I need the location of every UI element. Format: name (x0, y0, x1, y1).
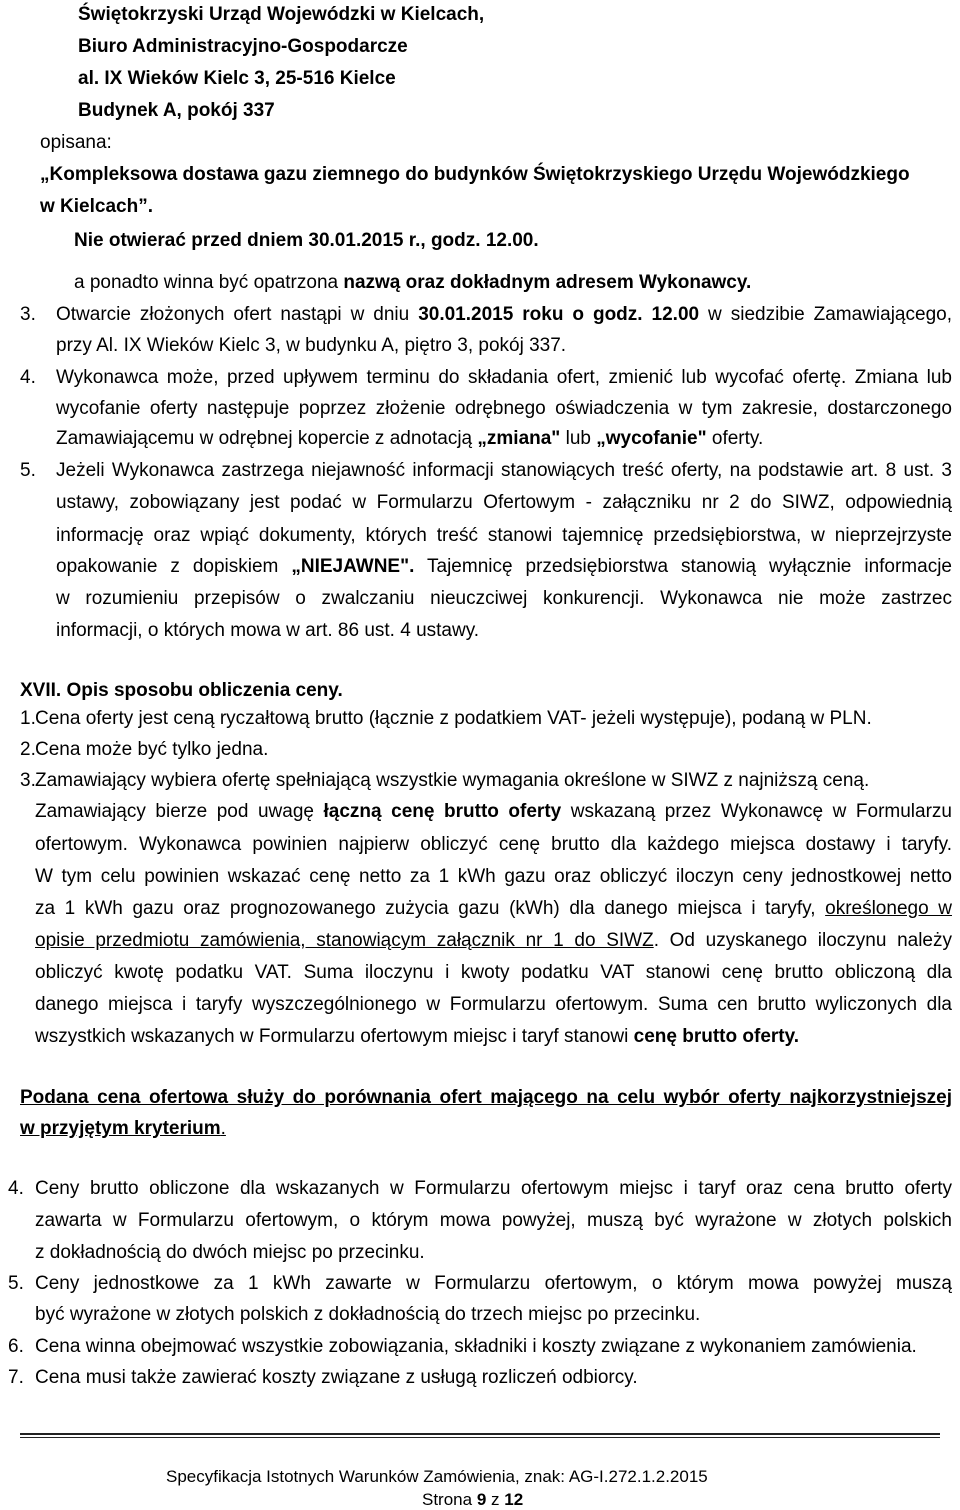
page-separator: z (486, 1490, 505, 1509)
s2-number: 2. (20, 739, 36, 760)
note-line-2 (20, 1118, 226, 1140)
s3-text-6b: . Od uzyskanego iloczynu należy (653, 930, 952, 951)
page-total: 12 (504, 1490, 524, 1509)
envelope-label-bold: nazwą oraz dokładnym adresem Wykonawcy. (343, 272, 752, 293)
s3-text-5a: za 1 kWh gazu oraz prognozowanego zużycia gazu (kWh) dla danego miejsca i taryfy, (35, 898, 826, 919)
subject-line-1: „Kompleksowa dostawa gazu ziemnego do budynków Świętokrzyskiego Urzędu Wojewódzkiego (40, 164, 910, 185)
s1-number: 1. (20, 708, 36, 729)
s6-text: Cena winna obejmować wszystkie zobowiązania, składniki i koszty związane z wykonaniem zamówienia. (35, 1336, 917, 1357)
footer-spec: Specyfikacja Istotnych Warunków Zamówienia, znak: AG-I.272.1.2.2015 (166, 1467, 708, 1486)
section-heading: XVII. Opis sposobu obliczenia ceny. (20, 680, 343, 701)
s3-line-1: Zamawiający wybiera ofertę spełniającą wszystkie wymagania określone w SIWZ z najniższą ceną. (35, 770, 870, 791)
s3-line-3: ofertowym. Wykonawca powinien najpierw obliczyć cenę brutto dla każdego miejsca dostawy i taryfy. (35, 834, 952, 855)
item-4-or: lub (560, 428, 597, 449)
footer-rule (20, 1433, 940, 1435)
page-label: Strona (422, 1490, 477, 1509)
s3-line-5 (35, 893, 952, 924)
s5-line-2: być wyrażone w złotych polskich z dokładnością do trzech miejsc po przecinku. (35, 1304, 701, 1325)
s4-line-2: zawarta w Formularzu ofertowym, o którym mowa powyżej, muszą być wyrażone w złotych polskich (35, 1210, 952, 1231)
item-4-text: Zamawiającemu w odrębnej kopercie z adnotacją (56, 428, 478, 449)
item-4-wycofanie: „wycofanie" (596, 428, 707, 449)
s3-text-6a: opisie przedmiotu zamówienia, stanowiącym załącznik nr 1 do SIWZ (35, 930, 654, 951)
item-3-number: 3. (20, 304, 36, 325)
s6-number: 6. (8, 1336, 24, 1357)
s5-line-1: Ceny jednostkowe za 1 kWh zawarte w Formularzu ofertowym, o którym mowa powyżej muszą (35, 1273, 952, 1294)
address-line-4: Budynek A, pokój 337 (78, 100, 275, 121)
no-open-notice: Nie otwierać przed dniem 30.01.2015 r., godz. 12.00. (74, 230, 539, 251)
item-5-text-a: opakowanie z dopiskiem (56, 556, 292, 577)
s3-text-9b: cenę brutto oferty. (633, 1026, 800, 1047)
item-5-text-c: Tajemnicę przedsiębiorstwa stanowią wyłącznie informacje (414, 556, 952, 577)
envelope-label-line (74, 272, 751, 294)
item-4-end: oferty. (706, 428, 764, 449)
note-dot: . (220, 1118, 226, 1139)
item-5-line-6: informacji, o których mowa w art. 86 ust. 4 ustawy. (56, 620, 480, 641)
item-3-text-1: Otwarcie złożonych ofert nastąpi w dniu (56, 304, 419, 325)
s5-number: 5. (8, 1273, 24, 1294)
s7-number: 7. (8, 1367, 24, 1388)
item-4-number: 4. (20, 367, 36, 388)
item-5-number: 5. (20, 460, 36, 481)
s4-line-1: Ceny brutto obliczone dla wskazanych w Formularzu ofertowym miejsc i taryf oraz cena brutto oferty (35, 1178, 952, 1199)
note-text-2: w przyjętym kryterium (20, 1118, 221, 1139)
page-indicator (422, 1490, 523, 1510)
s3-text-c: wskazaną przez Wykonawcę w Formularzu (561, 801, 952, 822)
s3-line-6 (35, 925, 952, 956)
item-3-date: 30.01.2015 roku o godz. 12.00 (418, 304, 700, 325)
address-line-2: Biuro Administracyjno-Gospodarcze (78, 36, 408, 57)
item-5-line-2: ustawy, zobowiązany jest podać w Formularzu Ofertowym - załączniku nr 2 do SIWZ, odpowiednią (56, 492, 952, 513)
page-number: 9 (476, 1490, 487, 1509)
s3-line-4: W tym celu powinien wskazać cenę netto za 1 kWh gazu oraz obliczyć iloczyn ceny jednostkowej netto (35, 866, 952, 887)
described-label: opisana: (40, 132, 112, 153)
s7-text: Cena musi także zawierać koszty związane z usługą rozliczeń odbiorcy. (35, 1367, 638, 1388)
address-line-1: Świętokrzyski Urząd Wojewódzki w Kielcach, (78, 4, 485, 25)
item-3-line-2: przy Al. IX Wieków Kielc 3, w budynku A, piętro 3, pokój 337. (56, 335, 567, 356)
s3-number: 3. (20, 770, 36, 791)
item-3-line-1 (56, 299, 952, 330)
s3-line-9 (35, 1026, 799, 1048)
s3-text-a: Zamawiający bierze pod uwagę (35, 801, 324, 822)
item-3-text-2: w siedzibie Zamawiającego, (699, 304, 952, 325)
note-line-1: Podana cena ofertowa służy do porównania ofert mającego na celu wybór oferty najkorzystniejszej (20, 1087, 952, 1108)
s3-text-9a: wszystkich wskazanych w Formularzu ofertowym miejsc i taryf stanowi (35, 1026, 634, 1047)
s4-number: 4. (8, 1178, 24, 1199)
s3-text-5b: określonego w (825, 898, 952, 919)
item-5-line-3: informację oraz wpiąć dokumenty, których treść stanowi tajemnicę przedsiębiorstwa, w nieprzejrzyste (56, 525, 952, 546)
item-5-line-5: w rozumieniu przepisów o zwalczaniu nieuczciwej konkurencji. Wykonawca nie może zastrzec (56, 588, 952, 609)
item-4-line-3 (56, 428, 763, 450)
item-5-line-4 (56, 551, 952, 582)
s4-line-3: z dokładnością do dwóch miejsc po przecinku. (35, 1242, 425, 1263)
item-4-zmiana: „zmiana" (477, 428, 561, 449)
s2-text: Cena może być tylko jedna. (35, 739, 269, 760)
item-5-line-1: Jeżeli Wykonawca zastrzega niejawność informacji stanowiących treść oferty, na podstawie art. 8 ust. 3 (56, 460, 952, 481)
s3-total-price: łączną cenę brutto oferty (323, 801, 562, 822)
subject-line-2: w Kielcach”. (40, 196, 153, 217)
footer-rule-thin (20, 1437, 940, 1438)
item-4-line-1: Wykonawca może, przed upływem terminu do składania ofert, zmienić lub wycofać ofertę. Zmiana lub (56, 367, 952, 388)
item-5-niejawne: „NIEJAWNE". (291, 556, 415, 577)
item-4-line-2: wycofanie oferty następuje poprzez złożenie odrębnego oświadczenia w tym zakresie, dostarczonego (56, 398, 952, 419)
s3-line-8: danego miejsca i taryfy wyszczególnionego w Formularzu ofertowym. Suma cen brutto wyliczonych dla (35, 994, 952, 1015)
envelope-label-text: a ponadto winna być opatrzona (74, 272, 344, 293)
s3-line-7: obliczyć kwotę podatku VAT. Suma iloczynu i kwoty podatku VAT stanowi cenę brutto obliczoną dla (35, 962, 952, 983)
address-line-3: al. IX Wieków Kielc 3, 25-516 Kielce (78, 68, 396, 89)
s1-text: Cena oferty jest ceną ryczałtową brutto (łącznie z podatkiem VAT- jeżeli występuje), podaną w PLN. (35, 708, 872, 729)
s3-line-2 (35, 796, 952, 827)
